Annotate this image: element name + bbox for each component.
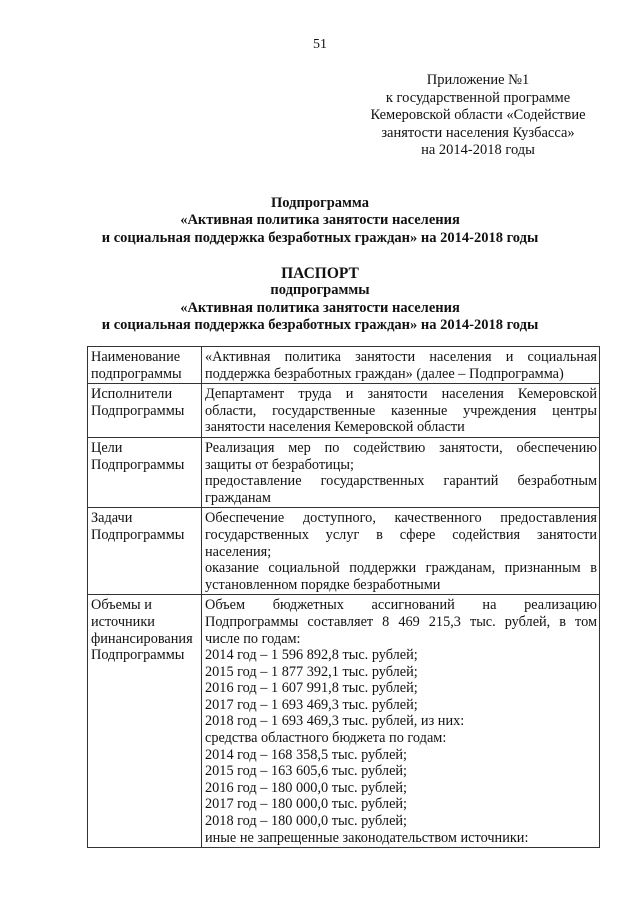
- page-number: 51: [313, 37, 327, 52]
- value-line: Объем бюджетных ассигнований на реализацию: [205, 597, 597, 614]
- row-label: [88, 347, 202, 384]
- appendix-line: занятости населения Кузбасса»: [381, 124, 575, 141]
- label-line: Задачи: [91, 510, 133, 527]
- table-row-tasks: [88, 508, 600, 595]
- subprogram-title-line: и социальная поддержка безработных граждан» на 2014-2018 годы: [101, 229, 539, 246]
- value-line: «Активная политика занятости населения и социальная: [205, 349, 597, 365]
- table-row-name: [88, 347, 600, 384]
- value-line: гражданам: [205, 489, 271, 506]
- appendix-line: на 2014-2018 годы: [421, 142, 535, 159]
- appendix-line: Приложение №1: [426, 72, 530, 88]
- label-line: источники: [91, 613, 155, 630]
- value-line: 2016 год – 1 607 991,8 тыс. рублей;: [205, 680, 418, 697]
- value-line: государственных услуг в сфере содействия занятости: [205, 526, 597, 543]
- passport-title-line: «Активная политика занятости населения: [180, 299, 460, 316]
- value-line: занятости населения Кемеровской области: [205, 419, 465, 436]
- value-line: иные не запрещенные законодательством источники:: [205, 829, 529, 846]
- passport-title-line: подпрограммы: [270, 282, 370, 299]
- row-value: [202, 384, 600, 438]
- value-line: 2017 год – 1 693 469,3 тыс. рублей;: [205, 696, 418, 713]
- label-line: подпрограммы: [91, 365, 182, 382]
- label-line: Объемы и: [91, 597, 152, 614]
- value-line: 2015 год – 1 877 392,1 тыс. рублей;: [205, 663, 418, 680]
- label-line: Цели: [91, 439, 123, 456]
- subprogram-title-line: «Активная политика занятости населения: [180, 212, 460, 229]
- row-label: [88, 508, 202, 595]
- row-label: [88, 437, 202, 507]
- passport-table: [87, 346, 600, 848]
- row-value: [202, 347, 600, 384]
- table-row-goals: [88, 437, 600, 507]
- label-line: Подпрограммы: [91, 456, 185, 473]
- label-line: Подпрограммы: [91, 402, 185, 419]
- label-line: Исполнители: [91, 386, 173, 403]
- row-label: [88, 384, 202, 438]
- appendix-line: Кемеровской области «Содействие: [370, 107, 586, 124]
- label-line: Подпрограммы: [91, 526, 185, 543]
- value-line: области, государственные казенные учреждения центры: [205, 402, 597, 419]
- table-row-executors: [88, 384, 600, 438]
- appendix-line: к государственной программе: [385, 89, 571, 106]
- value-line: защиты от безработицы;: [205, 456, 354, 473]
- row-value: [202, 595, 600, 848]
- label-line: Подпрограммы: [91, 647, 185, 664]
- value-line: поддержка безработных граждан» (далее – Подпрограмма): [205, 365, 564, 382]
- row-value: [202, 437, 600, 507]
- subprogram-title: [0, 195, 640, 247]
- value-line: установленном порядке безработными: [205, 576, 441, 593]
- label-line: финансирования: [91, 630, 193, 647]
- value-line: Подпрограммы составляет 8 469 215,3 тыс. рублей, в том: [205, 613, 597, 630]
- value-line: оказание социальной поддержки гражданам, признанным в: [205, 560, 597, 577]
- value-line: 2015 год – 163 605,6 тыс. рублей;: [205, 763, 408, 780]
- row-value: [202, 508, 600, 595]
- value-line: Обеспечение доступного, качественного предоставления: [205, 510, 597, 527]
- label-line: Наименование: [91, 349, 181, 365]
- passport-title-line: ПАСПОРТ: [281, 265, 359, 282]
- value-line: 2016 год – 180 000,0 тыс. рублей;: [205, 779, 408, 796]
- value-line: предоставление государственных гарантий безработным: [205, 473, 597, 490]
- value-line: населения;: [205, 543, 272, 560]
- value-line: числе по годам:: [205, 630, 301, 647]
- appendix-note: [328, 72, 628, 160]
- value-line: Реализация мер по содействию занятости, обеспечению: [205, 439, 597, 456]
- value-line: средства областного бюджета по годам:: [205, 730, 447, 747]
- value-line: 2018 год – 180 000,0 тыс. рублей;: [205, 813, 408, 830]
- value-line: Департамент труда и занятости населения Кемеровской: [205, 386, 597, 403]
- value-line: 2014 год – 1 596 892,8 тыс. рублей;: [205, 647, 418, 664]
- table-row-funding: [88, 595, 600, 848]
- value-line: 2017 год – 180 000,0 тыс. рублей;: [205, 796, 408, 813]
- passport-title: [0, 265, 640, 335]
- row-label: [88, 595, 202, 848]
- passport-title-line: и социальная поддержка безработных граждан» на 2014-2018 годы: [101, 317, 539, 334]
- value-line: 2018 год – 1 693 469,3 тыс. рублей, из них:: [205, 713, 465, 730]
- subprogram-title-line: Подпрограмма: [271, 195, 369, 211]
- value-line: 2014 год – 168 358,5 тыс. рублей;: [205, 746, 408, 763]
